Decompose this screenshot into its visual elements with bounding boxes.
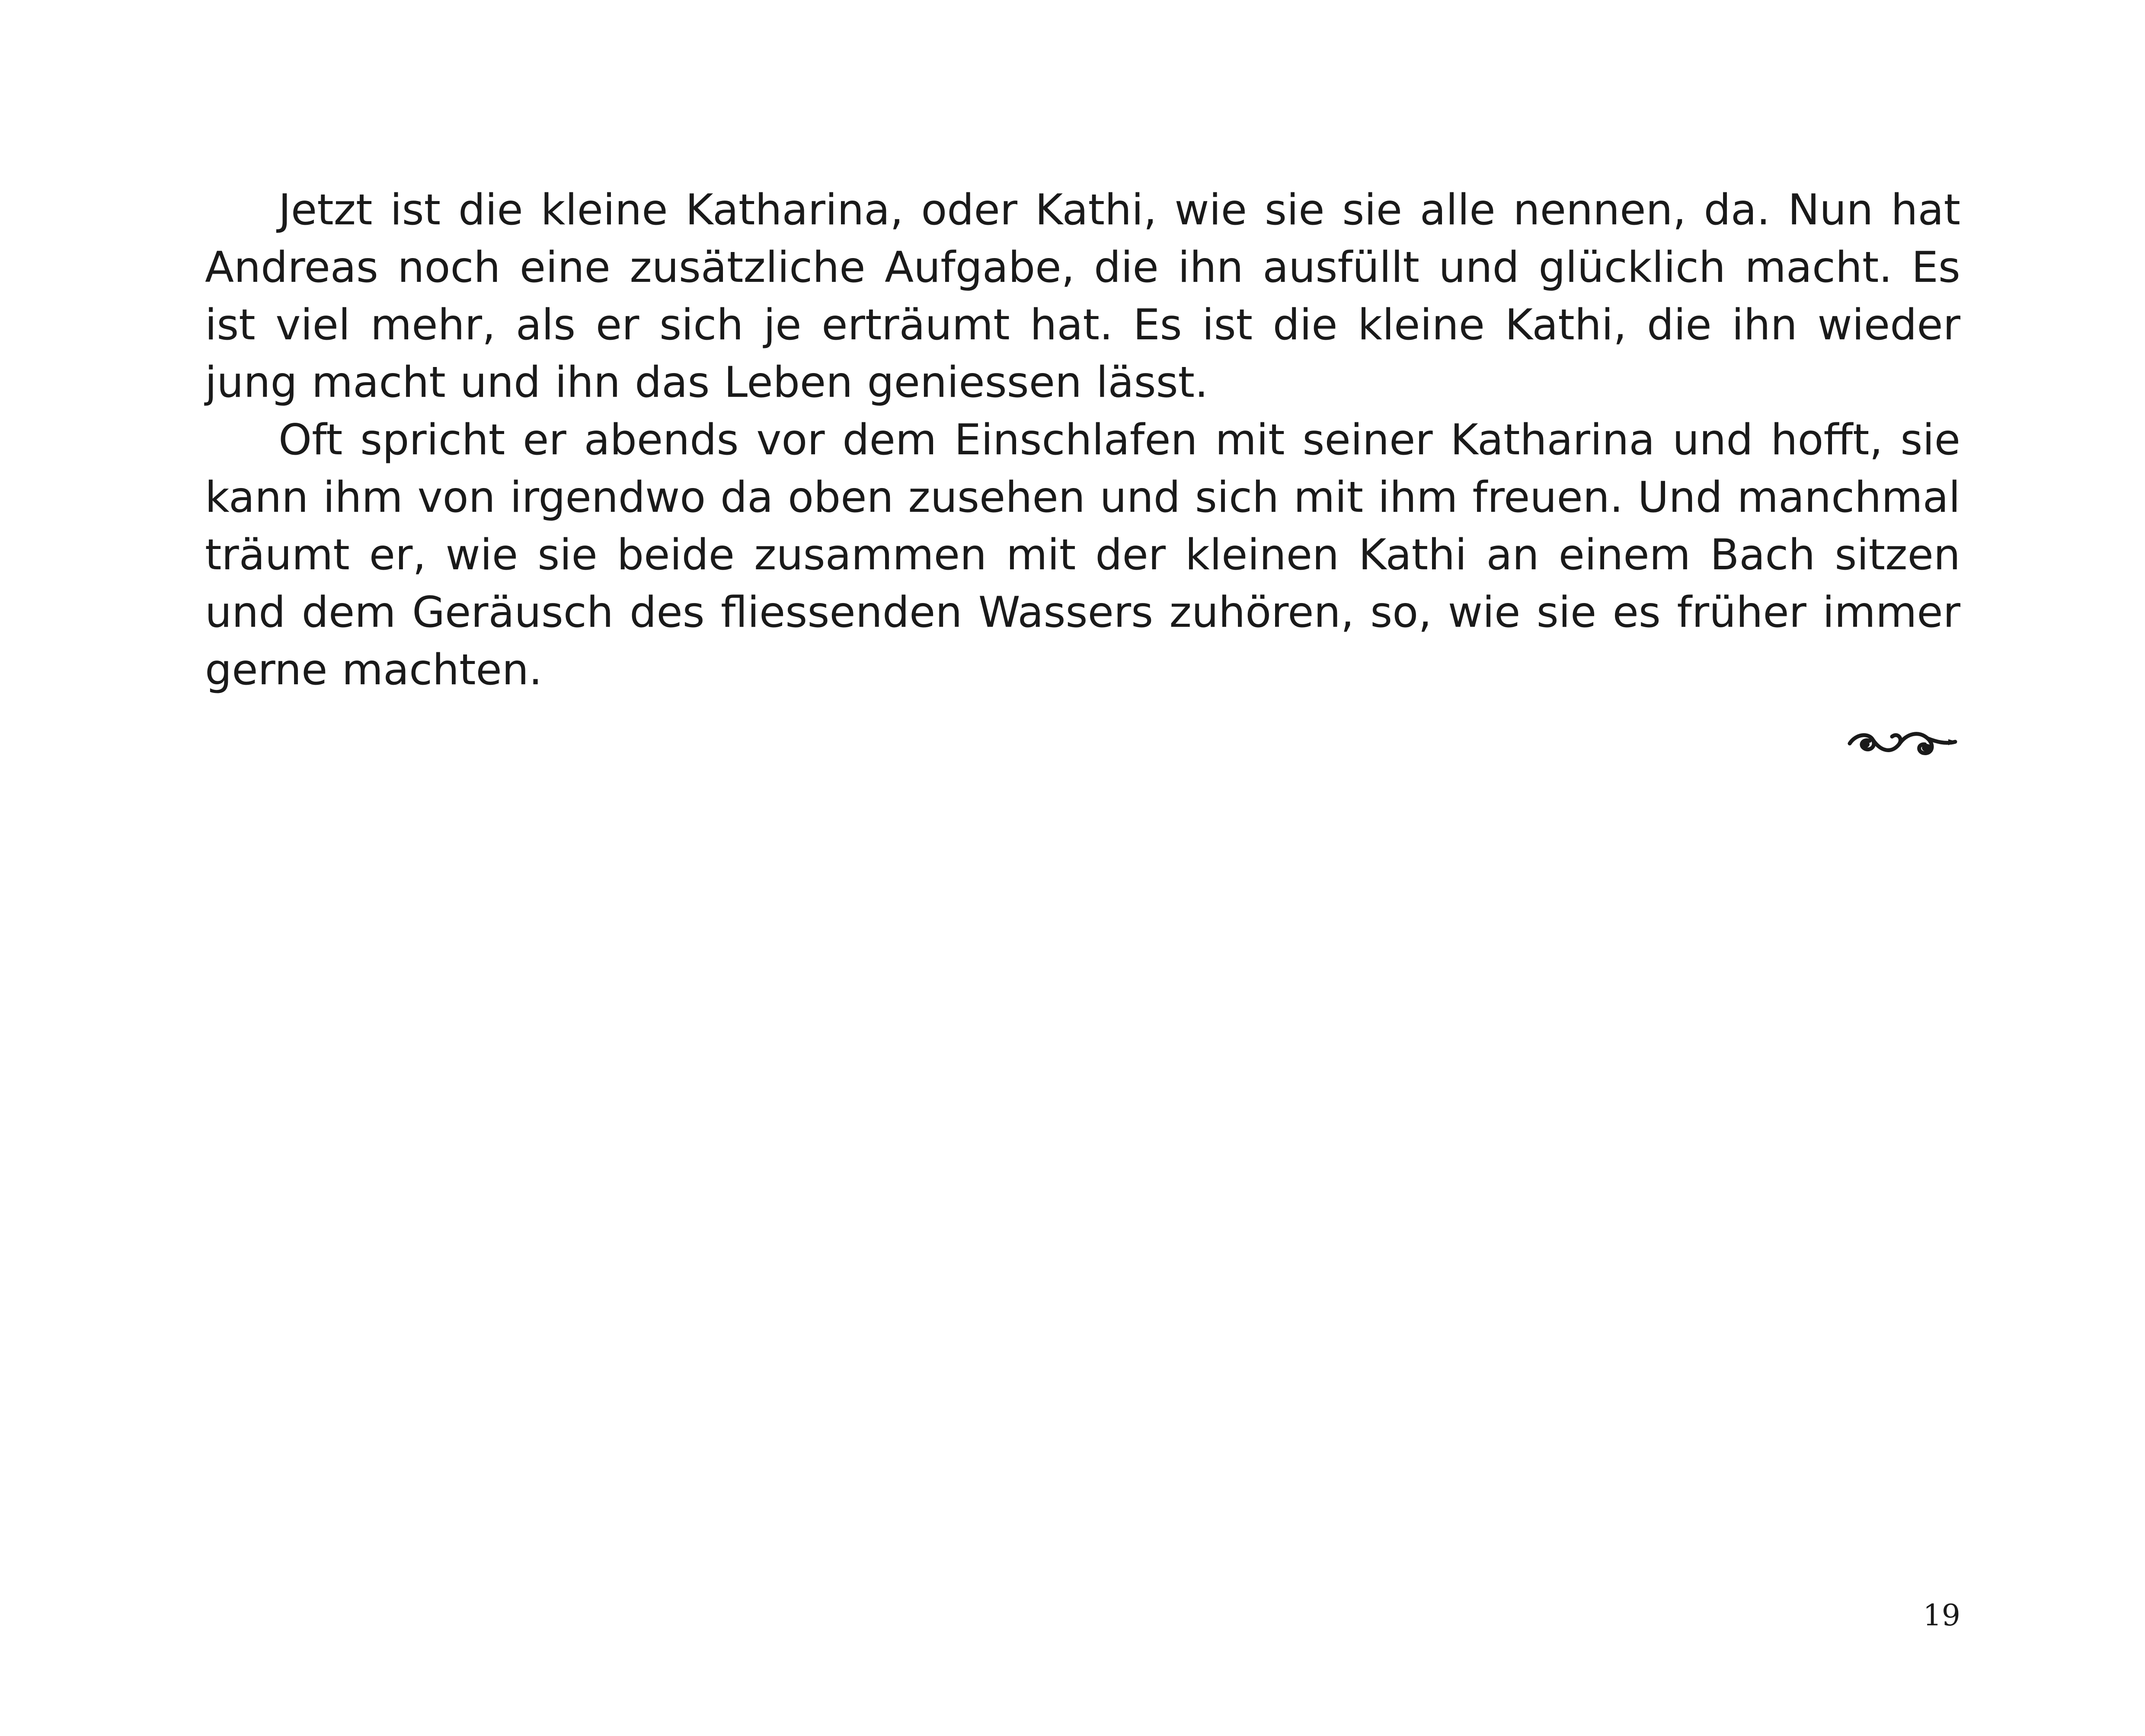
paragraph-2: Oft spricht er abends vor dem Einschlafen mit seiner Katharina und hofft, sie kann ihm von irgendwo da oben zusehen und sich mit ihm freuen. Und manchmal träumt er, wie sie beide zusammen mit der kleinen Kathi an einem Bach sitzen und dem Geräusch des fliessenden Wassers zuhören, so, wie sie es früher immer gerne machten.: [205, 415, 1960, 695]
fleuron-ornament-icon: [1846, 718, 1959, 765]
page-number: 19: [1923, 1599, 1960, 1633]
paragraph-1: Jetzt ist die kleine Katharina, oder Kathi, wie sie sie alle nennen, da. Nun hat Andreas noch eine zusätzliche Aufgabe, die ihn ausfüllt und glücklich macht. Es ist viel mehr, als er sich je erträumt hat. Es ist die kleine Kathi, die ihn wieder jung macht und ihn das Leben geniessen lässt.: [205, 185, 1960, 407]
chapter-text: [205, 182, 1960, 699]
